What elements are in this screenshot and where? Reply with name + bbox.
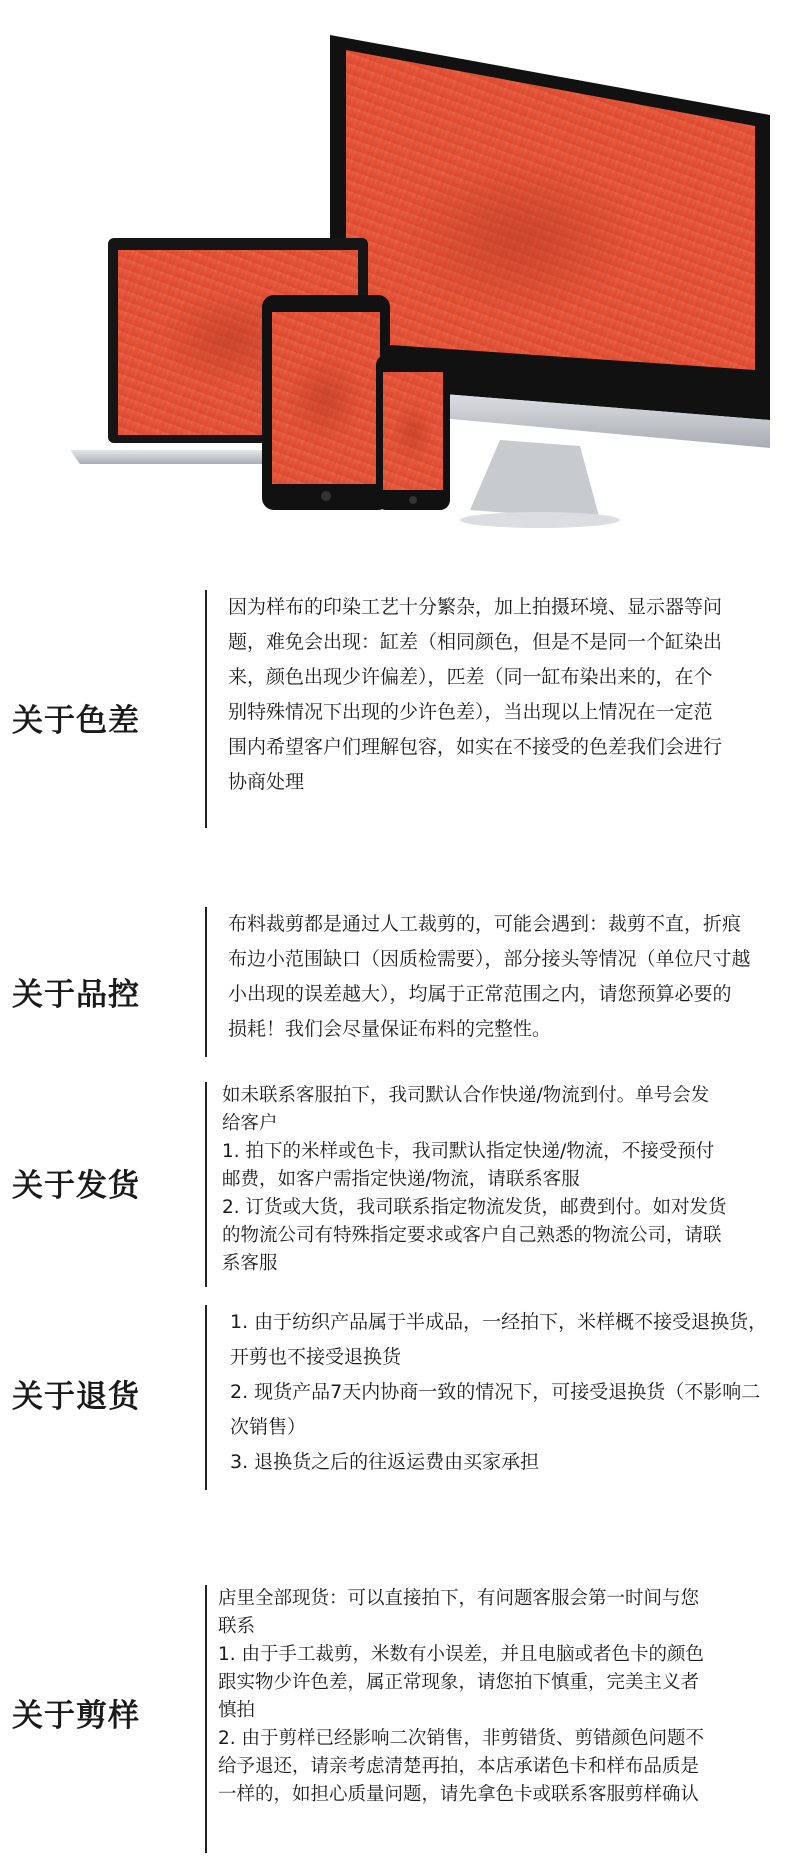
body-line: 因为样布的印染工艺十分繁杂，加上拍摄环境、显示器等问 bbox=[228, 596, 723, 618]
section-divider bbox=[205, 590, 207, 828]
body-line: 1. 由于手工裁剪，米数有小误差，并且电脑或者色卡的颜色 bbox=[218, 1644, 705, 1665]
body-line: 布料裁剪都是通过人工裁剪的，可能会遇到：裁剪不直，折痕 bbox=[228, 913, 742, 935]
body-line: 跟实物少许色差，属正常现象，请您拍下慎重，完美主义者 bbox=[218, 1672, 700, 1693]
section-color-difference bbox=[0, 590, 790, 830]
body-line: 次销售） bbox=[230, 1416, 307, 1438]
section-heading: 关于剪样 bbox=[12, 1698, 140, 1734]
body-line: 的物流公司有特殊指定要求或客户自己熟悉的物流公司，请联 bbox=[222, 1225, 722, 1246]
phone bbox=[376, 355, 450, 510]
section-divider bbox=[205, 1585, 207, 1853]
section-quality-control bbox=[0, 907, 790, 1067]
body-line: 1. 由于纺织产品属于半成品，一经拍下，米样概不接受退换货， bbox=[230, 1311, 768, 1333]
section-shipping bbox=[0, 1082, 790, 1292]
section-divider bbox=[205, 1082, 207, 1287]
section-body bbox=[222, 1082, 787, 1278]
body-line: 一样的，如担心质量问题，请先拿色卡或联系客服剪样确认 bbox=[218, 1784, 700, 1805]
body-line: 给客户 bbox=[222, 1113, 278, 1134]
section-heading: 关于品控 bbox=[12, 977, 140, 1013]
body-line: 损耗！我们会尽量保证布料的完整性。 bbox=[228, 1018, 552, 1040]
body-line: 2. 由于剪样已经影响二次销售，非剪错货、剪错颜色问题不 bbox=[218, 1728, 705, 1749]
section-heading: 关于退货 bbox=[12, 1379, 140, 1415]
body-line: 2. 订货或大货，我司联系指定物流发货，邮费到付。如对发货 bbox=[222, 1197, 727, 1218]
body-line: 小出现的误差越大），均属于正常范围之内，请您预算必要的 bbox=[228, 983, 732, 1005]
body-line: 来，颜色出现少许偏差），匹差（同一缸布染出来的，在个 bbox=[228, 666, 713, 688]
body-line: 2. 现货产品7天内协商一致的情况下，可接受退换货（不影响二 bbox=[230, 1381, 761, 1403]
body-line: 1. 拍下的米样或色卡，我司默认指定快递/物流，不接受预付 bbox=[222, 1141, 715, 1162]
section-heading: 关于色差 bbox=[12, 703, 140, 739]
tablet bbox=[262, 295, 390, 510]
body-line: 题，难免会出现：缸差（相同颜色，但是不是同一个缸染出 bbox=[228, 631, 723, 653]
section-body bbox=[228, 590, 783, 800]
body-line: 别特殊情况下出现的少许色差），当出现以上情况在一定范 bbox=[228, 701, 713, 723]
body-line: 3. 退换货之后的往返运费由买家承担 bbox=[230, 1451, 540, 1473]
section-divider bbox=[205, 907, 207, 1057]
section-body bbox=[228, 907, 788, 1047]
body-line: 联系 bbox=[218, 1616, 256, 1637]
body-line: 慎拍 bbox=[218, 1700, 256, 1721]
body-line: 协商处理 bbox=[228, 771, 305, 793]
section-body bbox=[218, 1585, 783, 1809]
body-line: 给予退还，请亲考虑清楚再拍，本店承诺色卡和样布品质是 bbox=[218, 1756, 700, 1777]
body-line: 围内希望客户们理解包容，如实在不接受的色差我们会进行 bbox=[228, 736, 723, 758]
body-line: 店里全部现货：可以直接拍下，有问题客服会第一时间与您 bbox=[218, 1588, 700, 1609]
body-line: 如未联系客服拍下，我司默认合作快递/物流到付。单号会发 bbox=[222, 1085, 710, 1106]
section-heading: 关于发货 bbox=[12, 1168, 140, 1204]
body-line: 开剪也不接受退换货 bbox=[230, 1346, 402, 1368]
body-line: 系客服 bbox=[222, 1253, 278, 1274]
section-body bbox=[230, 1305, 785, 1480]
body-line: 布边小范围缺口（因质检需要），部分接头等情况（单位尺寸越 bbox=[228, 948, 751, 970]
section-divider bbox=[205, 1305, 207, 1490]
device-mockup-image bbox=[0, 0, 790, 540]
section-returns bbox=[0, 1305, 790, 1495]
section-cut-samples bbox=[0, 1585, 790, 1855]
body-line: 邮费，如客户需指定快递/物流，请联系客服 bbox=[222, 1169, 580, 1190]
